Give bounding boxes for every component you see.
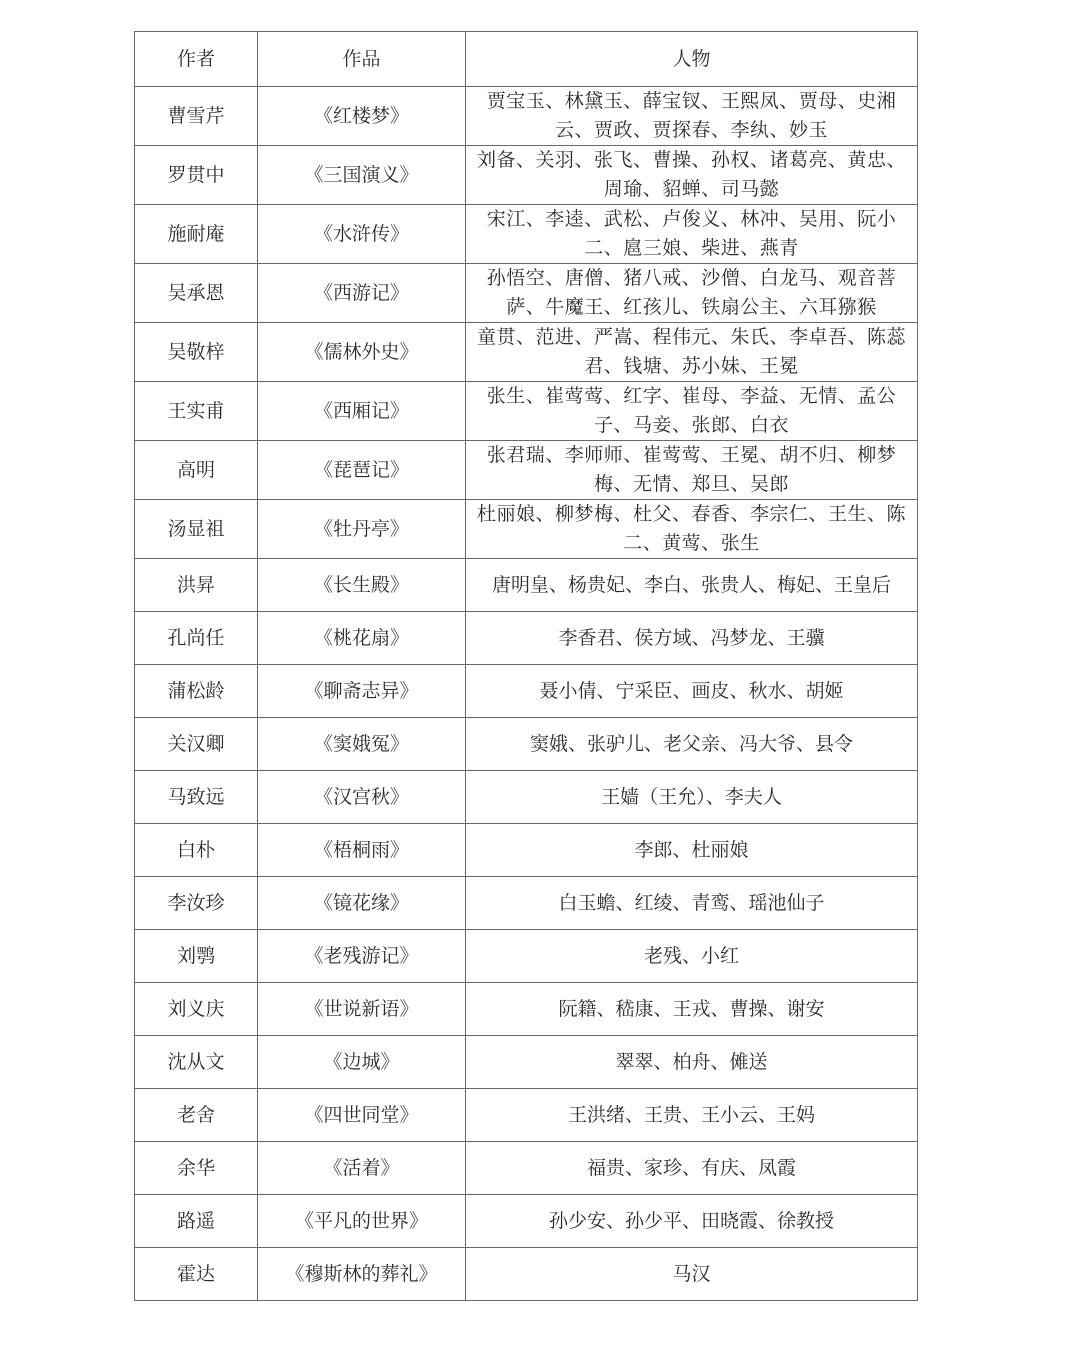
work-cell: 《儒林外史》 [258, 323, 466, 382]
table-row [135, 146, 918, 205]
work-cell: 《西厢记》 [258, 382, 466, 441]
author-cell: 高明 [135, 441, 258, 500]
table-row [135, 930, 918, 983]
work-cell: 《三国演义》 [258, 146, 466, 205]
table-row [135, 559, 918, 612]
work-cell: 《汉宫秋》 [258, 771, 466, 824]
author-cell: 李汝珍 [135, 877, 258, 930]
characters-cell: 刘备、关羽、张飞、曹操、孙权、诸葛亮、黄忠、周瑜、貂蝉、司马懿 [466, 146, 918, 205]
table-row [135, 1036, 918, 1089]
header-work: 作品 [258, 32, 466, 87]
author-cell: 老舍 [135, 1089, 258, 1142]
table-row [135, 1089, 918, 1142]
table-row [135, 382, 918, 441]
characters-cell: 老残、小红 [466, 930, 918, 983]
characters-cell: 贾宝玉、林黛玉、薛宝钗、王熙凤、贾母、史湘云、贾政、贾探春、李纨、妙玉 [466, 87, 918, 146]
author-cell: 曹雪芹 [135, 87, 258, 146]
work-cell: 《桃花扇》 [258, 612, 466, 665]
characters-cell: 唐明皇、杨贵妃、李白、张贵人、梅妃、王皇后 [466, 559, 918, 612]
table-row [135, 441, 918, 500]
author-cell: 余华 [135, 1142, 258, 1195]
author-cell: 霍达 [135, 1248, 258, 1301]
table-header-row [135, 32, 918, 87]
table-row [135, 983, 918, 1036]
table-row [135, 87, 918, 146]
characters-cell: 张君瑞、李师师、崔莺莺、王冕、胡不归、柳梦梅、无情、郑旦、吴郎 [466, 441, 918, 500]
table-row [135, 824, 918, 877]
author-cell: 施耐庵 [135, 205, 258, 264]
author-cell: 汤显祖 [135, 500, 258, 559]
characters-cell: 阮籍、嵇康、王戎、曹操、谢安 [466, 983, 918, 1036]
table-row [135, 1248, 918, 1301]
characters-cell: 马汉 [466, 1248, 918, 1301]
author-cell: 罗贯中 [135, 146, 258, 205]
characters-cell: 聂小倩、宁采臣、画皮、秋水、胡姬 [466, 665, 918, 718]
author-cell: 吴敬梓 [135, 323, 258, 382]
work-cell: 《梧桐雨》 [258, 824, 466, 877]
table-row [135, 612, 918, 665]
work-cell: 《活着》 [258, 1142, 466, 1195]
characters-cell: 翠翠、柏舟、傩送 [466, 1036, 918, 1089]
work-cell: 《穆斯林的葬礼》 [258, 1248, 466, 1301]
table-row [135, 500, 918, 559]
author-cell: 马致远 [135, 771, 258, 824]
work-cell: 《老残游记》 [258, 930, 466, 983]
table-row [135, 323, 918, 382]
author-cell: 洪昇 [135, 559, 258, 612]
work-cell: 《镜花缘》 [258, 877, 466, 930]
table-row [135, 1195, 918, 1248]
work-cell: 《聊斋志异》 [258, 665, 466, 718]
author-cell: 关汉卿 [135, 718, 258, 771]
characters-cell: 孙悟空、唐僧、猪八戒、沙僧、白龙马、观音菩萨、牛魔王、红孩儿、铁扇公主、六耳猕猴 [466, 264, 918, 323]
work-cell: 《窦娥冤》 [258, 718, 466, 771]
header-author: 作者 [135, 32, 258, 87]
author-cell: 刘义庆 [135, 983, 258, 1036]
author-cell: 孔尚任 [135, 612, 258, 665]
table-row [135, 1142, 918, 1195]
characters-cell: 杜丽娘、柳梦梅、杜父、春香、李宗仁、王生、陈二、黄莺、张生 [466, 500, 918, 559]
header-characters: 人物 [466, 32, 918, 87]
table-row [135, 264, 918, 323]
table-row [135, 665, 918, 718]
characters-cell: 窦娥、张驴儿、老父亲、冯大爷、县令 [466, 718, 918, 771]
characters-cell: 李郎、杜丽娘 [466, 824, 918, 877]
author-cell: 白朴 [135, 824, 258, 877]
authors-works-characters-table [134, 31, 918, 1301]
table-row [135, 718, 918, 771]
work-cell: 《世说新语》 [258, 983, 466, 1036]
characters-cell: 李香君、侯方域、冯梦龙、王骥 [466, 612, 918, 665]
author-cell: 蒲松龄 [135, 665, 258, 718]
characters-cell: 孙少安、孙少平、田晓霞、徐教授 [466, 1195, 918, 1248]
work-cell: 《红楼梦》 [258, 87, 466, 146]
characters-cell: 童贯、范进、严嵩、程伟元、朱氏、李卓吾、陈蕊君、钱塘、苏小妹、王冕 [466, 323, 918, 382]
characters-cell: 宋江、李逵、武松、卢俊义、林冲、吴用、阮小二、扈三娘、柴进、燕青 [466, 205, 918, 264]
characters-cell: 白玉蟾、红绫、青鸾、瑶池仙子 [466, 877, 918, 930]
work-cell: 《边城》 [258, 1036, 466, 1089]
table-row [135, 205, 918, 264]
characters-cell: 福贵、家珍、有庆、凤霞 [466, 1142, 918, 1195]
table-row [135, 877, 918, 930]
table-body [135, 87, 918, 1301]
work-cell: 《长生殿》 [258, 559, 466, 612]
work-cell: 《平凡的世界》 [258, 1195, 466, 1248]
author-cell: 吴承恩 [135, 264, 258, 323]
table-row [135, 771, 918, 824]
work-cell: 《牡丹亭》 [258, 500, 466, 559]
work-cell: 《四世同堂》 [258, 1089, 466, 1142]
author-cell: 刘鹗 [135, 930, 258, 983]
characters-cell: 张生、崔莺莺、红字、崔母、李益、无情、孟公子、马妾、张郎、白衣 [466, 382, 918, 441]
author-cell: 路遥 [135, 1195, 258, 1248]
author-cell: 沈从文 [135, 1036, 258, 1089]
author-cell: 王实甫 [135, 382, 258, 441]
work-cell: 《水浒传》 [258, 205, 466, 264]
work-cell: 《琵琶记》 [258, 441, 466, 500]
characters-cell: 王嫱（王允）、李夫人 [466, 771, 918, 824]
characters-cell: 王洪绪、王贵、王小云、王妈 [466, 1089, 918, 1142]
work-cell: 《西游记》 [258, 264, 466, 323]
